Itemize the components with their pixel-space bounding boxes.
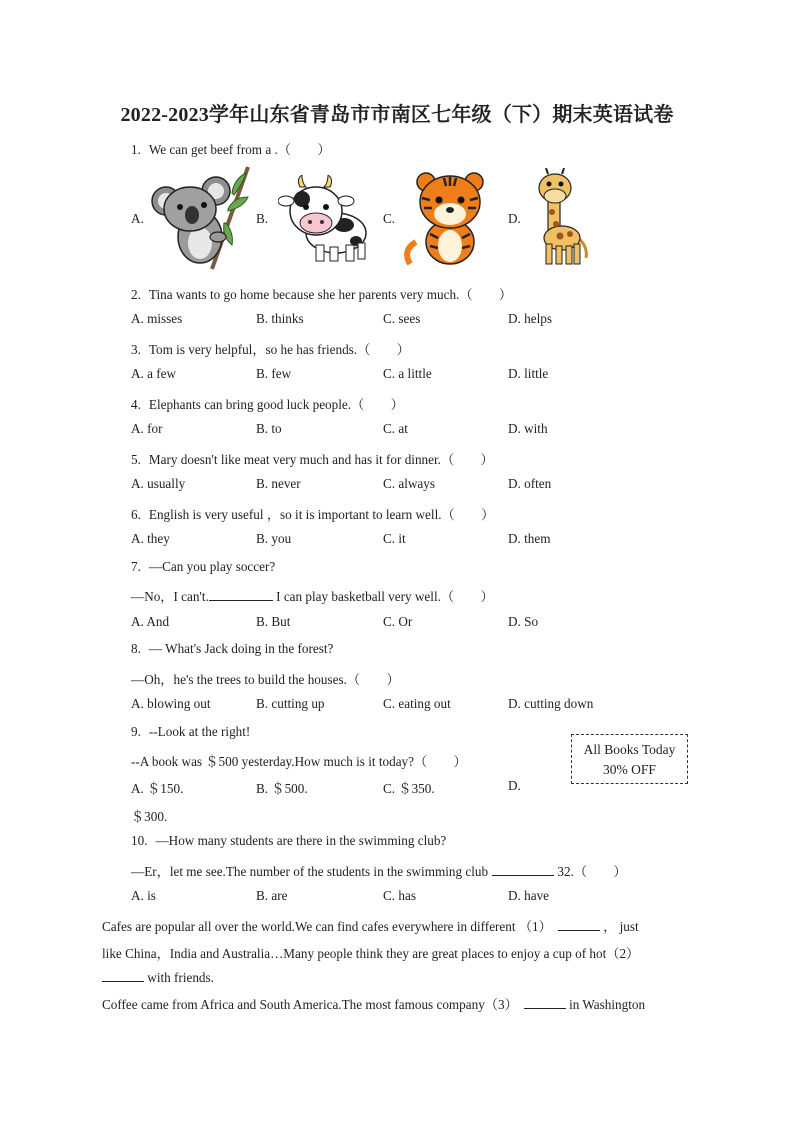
q5-option-c: C. always (383, 476, 436, 491)
q7-option-d: D. So (508, 614, 539, 629)
cow-picture (278, 175, 370, 267)
question-3: 3. Tom is very helpful，so he has friends.（ ） (131, 342, 410, 357)
q10-option-b: B. are (256, 888, 288, 903)
q2-option-b: B. thinks (256, 311, 304, 326)
q4-option-d: D. with (508, 421, 548, 436)
q5-option-d: D. often (508, 476, 552, 491)
answer-blank (492, 863, 554, 876)
q6-option-c: C. it (383, 531, 406, 546)
q2-option-d: D. helps (508, 311, 552, 326)
question-9-question: --A book was ＄500 yesterday.How much is it today?（ ） (131, 754, 467, 769)
question-10: 10. —How many students are there in the swimming club? (131, 833, 447, 848)
question-4: 4. Elephants can bring good luck people.（ ） (131, 397, 404, 412)
passage-line-1: Cafes are popular all over the world.We can find cafes everywhere in different （1） ， just (102, 919, 639, 934)
passage-blank-3 (524, 996, 566, 1009)
q3-option-b: B. few (256, 366, 292, 381)
q6-option-d: D. them (508, 531, 551, 546)
page-title: 2022-2023学年山东省青岛市市南区七年级（下）期末英语试卷 (120, 104, 674, 126)
q3-option-a: A. a few (131, 366, 177, 381)
tiger-picture (404, 168, 494, 268)
q9-option-b: B. ＄500. (256, 781, 308, 796)
q8-option-c: C. eating out (383, 696, 451, 711)
passage-line-3: with friends. (102, 969, 214, 986)
q8-option-d: D. cutting down (508, 696, 594, 711)
q4-option-b: B. to (256, 421, 282, 436)
sale-notice: All Books Today 30% OFF (571, 734, 688, 784)
passage-line-4: Coffee came from Africa and South America.The most famous company（3） in Washington (102, 997, 646, 1012)
question-7: 7. —Can you play soccer? (131, 559, 276, 574)
question-5: 5. Mary doesn't like meat very much and has it for dinner.（ ） (131, 452, 494, 467)
q6-option-a: A. they (131, 531, 170, 546)
q3-option-d: D. little (508, 366, 549, 381)
q5-option-b: B. never (256, 476, 301, 491)
question-10-reply: —Er，let me see.The number of the students in the swimming club 32.（ ） (131, 864, 627, 879)
koala-picture (150, 165, 250, 270)
q9-option-d: D. (508, 778, 521, 793)
q7-option-a: A. And (131, 614, 170, 629)
q5-option-a: A. usually (131, 476, 186, 491)
question-1: 1. We can get beef from a .（ ） (131, 142, 331, 157)
question-9: 9. --Look at the right! (131, 724, 251, 739)
q7-option-c: C. Or (383, 614, 413, 629)
q2-option-c: C. sees (383, 311, 421, 326)
question-8: 8. — What's Jack doing in the forest? (131, 641, 334, 656)
answer-blank (209, 588, 273, 601)
question-2: 2. Tina wants to go home because she her parents very much.（ ） (131, 287, 513, 302)
q8-option-a: A. blowing out (131, 696, 211, 711)
q10-option-c: C. has (383, 888, 416, 903)
q7-option-b: B. But (256, 614, 291, 629)
passage-blank-1 (558, 918, 600, 931)
q1-option-a: A. (131, 211, 144, 226)
question-7-reply: —No，I can't. I can play basketball very well.（ ） (131, 589, 494, 604)
q1-option-b: B. (256, 211, 269, 226)
q1-option-c: C. (383, 211, 396, 226)
q1-option-d: D. (508, 211, 521, 226)
q4-option-c: C. at (383, 421, 408, 436)
passage-line-2: like China，India and Australia…Many people think they are great places to enjoy a cup of hot（2） (102, 946, 640, 961)
q6-option-b: B. you (256, 531, 292, 546)
giraffe-picture (530, 168, 592, 268)
question-6: 6. English is very useful ，so it is important to learn well.（ ） (131, 507, 495, 522)
q2-option-a: A. misses (131, 311, 183, 326)
q10-option-d: D. have (508, 888, 550, 903)
q3-option-c: C. a little (383, 366, 432, 381)
q4-option-a: A. for (131, 421, 163, 436)
q10-option-a: A. is (131, 888, 156, 903)
q8-option-b: B. cutting up (256, 696, 325, 711)
q9-option-a: A. ＄150. (131, 781, 184, 796)
passage-blank-2 (102, 969, 144, 982)
q9-option-c: C. ＄350. (383, 781, 435, 796)
question-8-reply: —Oh，he's the trees to build the houses.（ ） (131, 672, 400, 687)
q9-option-d-value: ＄300. (131, 809, 168, 824)
